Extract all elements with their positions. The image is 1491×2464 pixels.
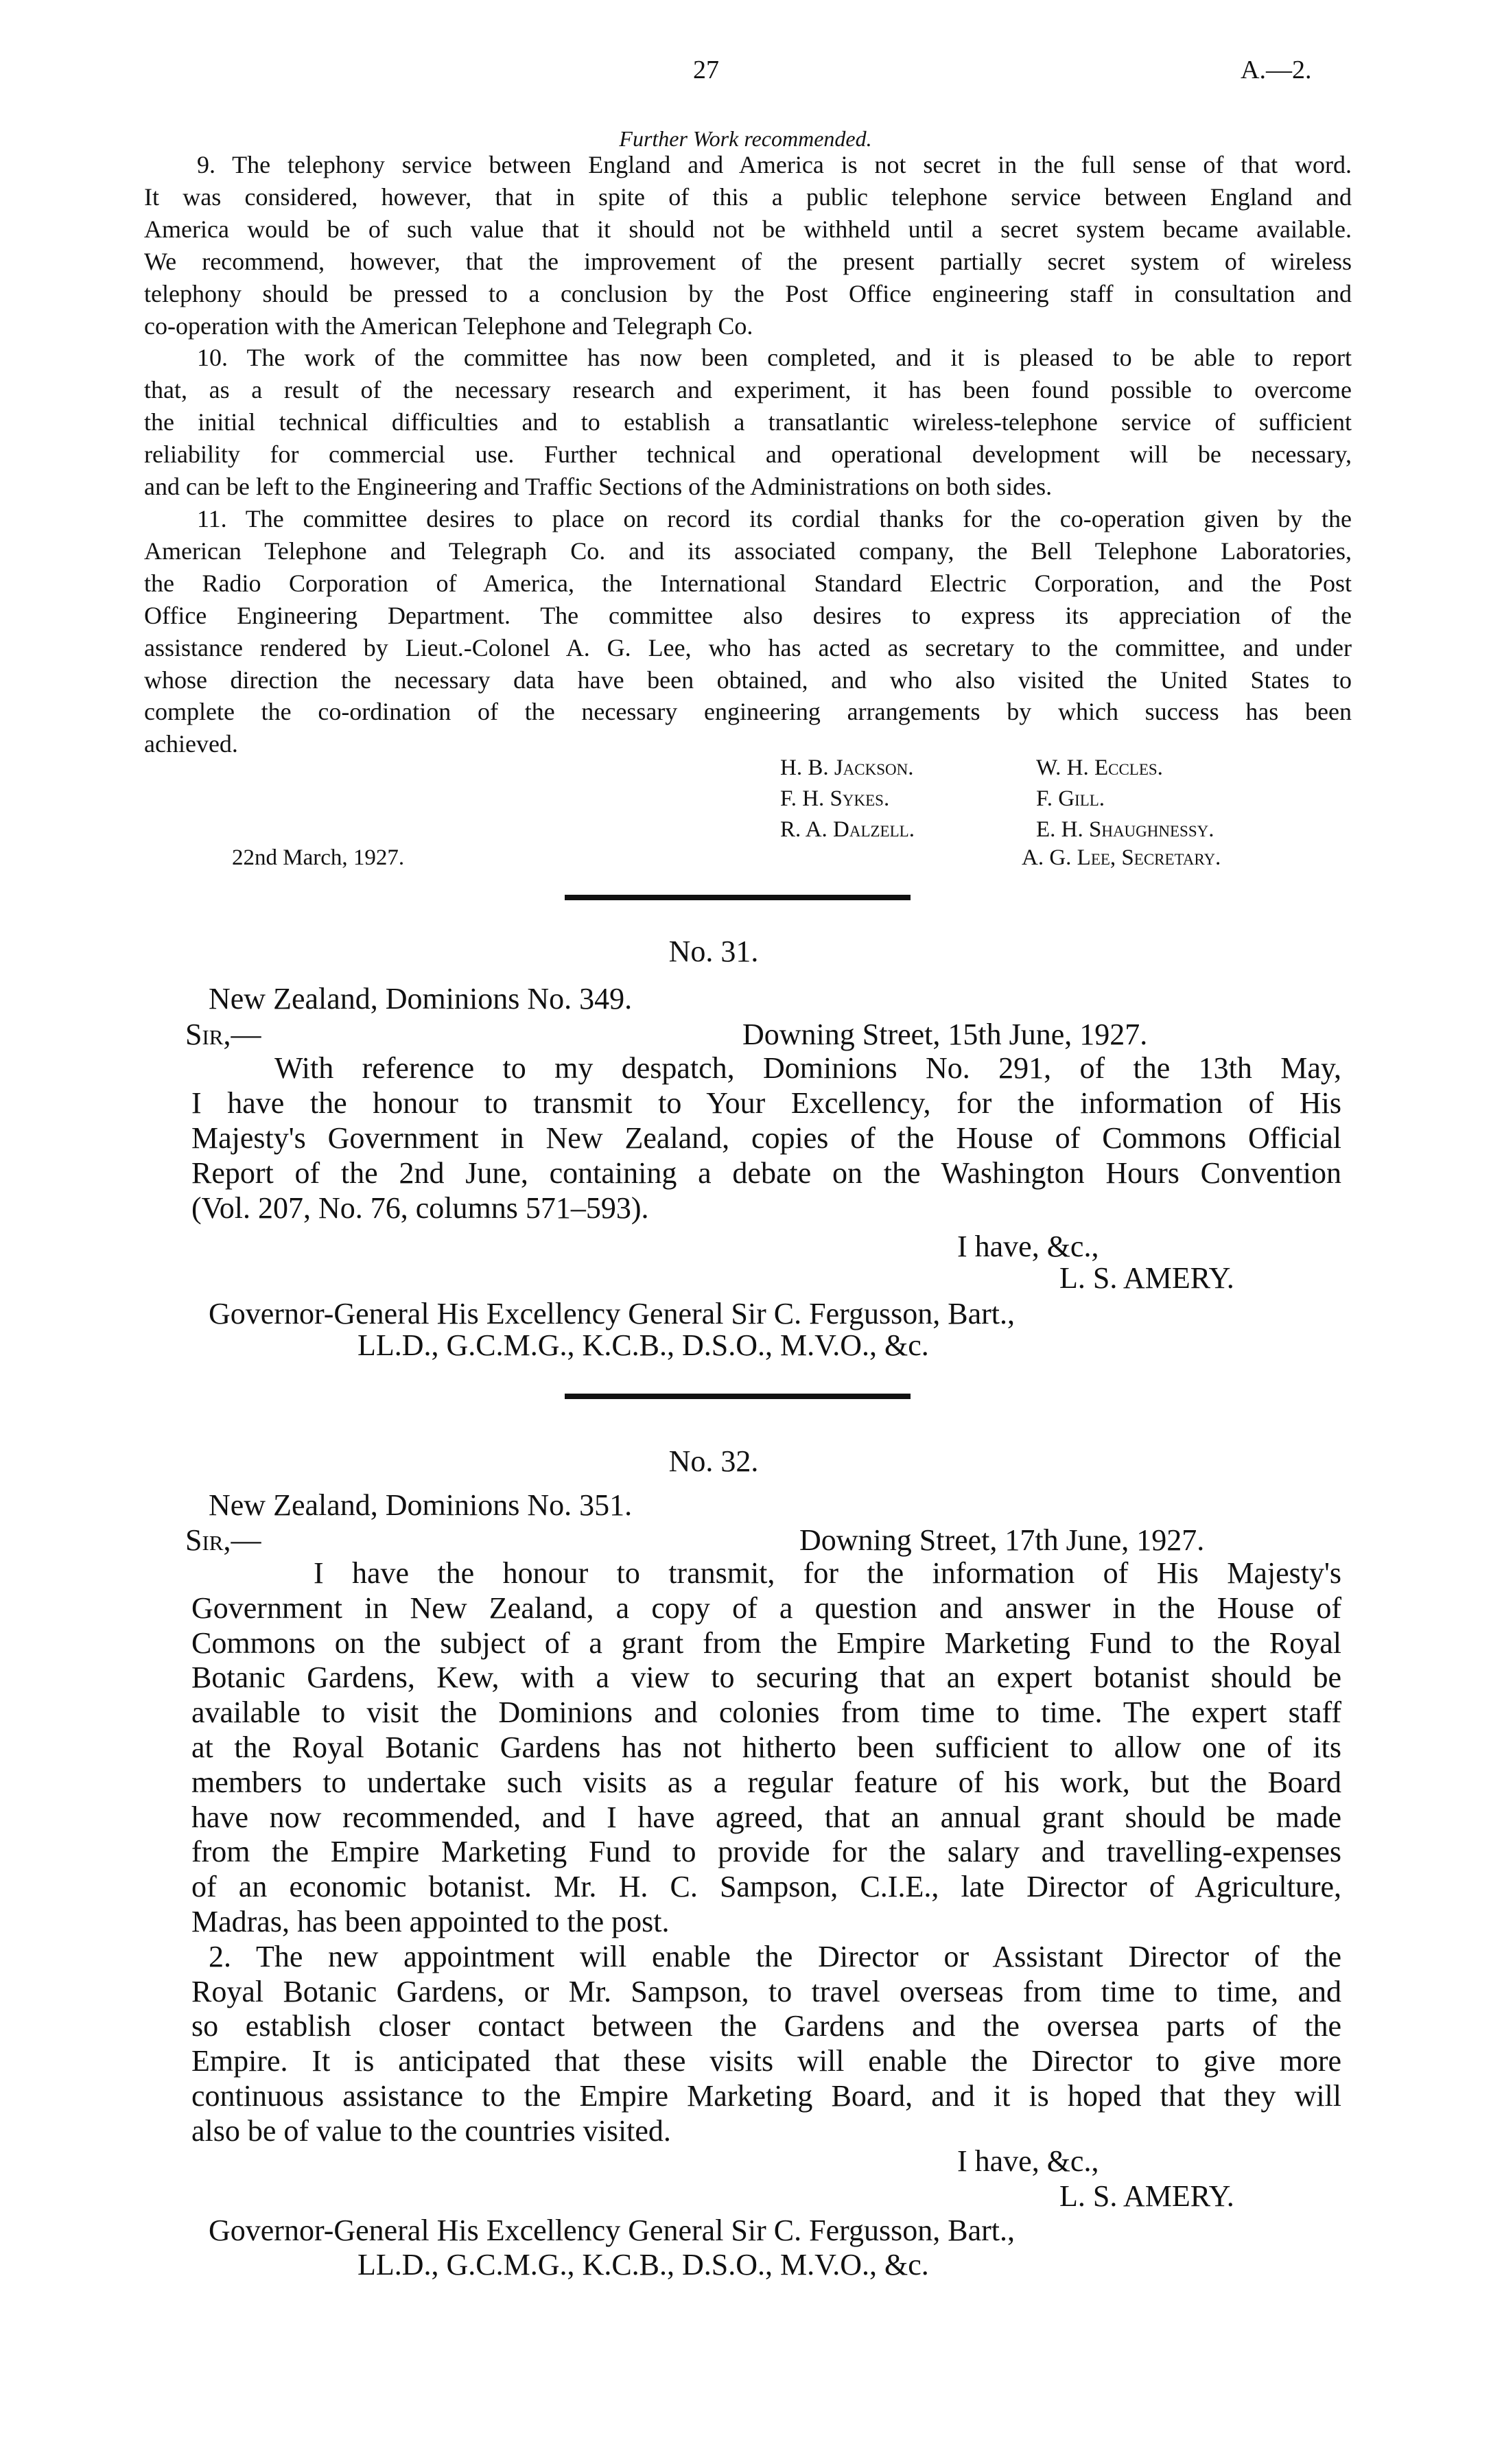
text-line: 11. The committee desires to place on record its cordial thanks for the co-operation given by the	[197, 504, 1352, 532]
text-line: whose direction the necessary data have been obtained, and who also visited the United States to	[144, 666, 1352, 694]
text-line: telephony should be pressed to a conclusion by the Post Office engineering staff in consultation and	[144, 279, 1352, 307]
signatory: E. H. Shaughnessy.	[1036, 817, 1214, 842]
text-line: I have the honour to transmit to Your Excellency, for the information of His	[191, 1086, 1341, 1120]
despatch-number: No. 32.	[668, 1444, 759, 1478]
text-line: Madras, has been appointed to the post.	[191, 1904, 670, 1938]
despatch-body	[191, 1556, 1341, 2149]
address-date: Downing Street, 17th June, 1927.	[799, 1523, 1205, 1557]
salutation: Sir,—	[185, 1018, 261, 1051]
text-line: and can be left to the Engineering and Traffic Sections of the Administrations on both sides.	[144, 473, 1053, 501]
text-line: at the Royal Botanic Gardens has not hitherto been sufficient to allow one of its	[191, 1730, 1341, 1764]
text-line: America would be of such value that it should not be withheld until a secret system became available.	[144, 215, 1352, 243]
salutation: Sir,—	[185, 1523, 261, 1557]
text-line: members to undertake such visits as a regular feature of his work, but the Board	[191, 1765, 1341, 1799]
text-line: With reference to my despatch, Dominions No. 291, of the 13th May,	[274, 1051, 1341, 1085]
paragraph-9	[144, 149, 1352, 342]
despatch-reference: New Zealand, Dominions No. 349.	[209, 982, 633, 1016]
report-body	[144, 149, 1352, 760]
signatory: R. A. Dalzell.	[780, 817, 915, 842]
closing: I have, &c.,	[957, 1230, 1099, 1263]
text-line: Report of the 2nd June, containing a debate on the Washington Hours Convention	[191, 1156, 1341, 1190]
signatory: F. H. Sykes.	[780, 786, 890, 811]
text-line: available to visit the Dominions and colonies from time to time. The expert staff	[191, 1696, 1341, 1730]
section-heading: Further Work recommended.	[619, 126, 872, 151]
text-line: Government in New Zealand, a copy of a question and answer in the House of	[191, 1591, 1341, 1625]
paragraph-2	[191, 1940, 1341, 2149]
text-line: from the Empire Marketing Fund to provide for the salary and travelling-expenses	[191, 1835, 1341, 1869]
signatories-left	[780, 753, 915, 845]
text-line: of an economic botanist. Mr. H. C. Sampson, C.I.E., late Director of Agriculture,	[191, 1870, 1341, 1904]
section-divider	[565, 1394, 911, 1399]
text-line: Commons on the subject of a grant from the Empire Marketing Fund to the Royal	[191, 1626, 1341, 1660]
text-line: American Telephone and Telegraph Co. and its associated company, the Bell Telephone Laboratories,	[144, 537, 1352, 565]
text-line: reliability for commercial use. Further technical and operational development will be necessary,	[144, 441, 1352, 469]
text-line: Empire. It is anticipated that these visits will enable the Director to give more	[191, 2044, 1341, 2078]
text-line: We recommend, however, that the improvement of the present partially secret system of wireless	[144, 247, 1352, 275]
text-line: that, as a result of the necessary research and experiment, it has been found possible to overcome	[144, 376, 1352, 404]
report-date: 22nd March, 1927.	[232, 845, 405, 870]
addressee-line-2: LL.D., G.C.M.G., K.C.B., D.S.O., M.V.O., &c.	[357, 1328, 929, 1362]
signatories-right	[1036, 753, 1214, 845]
text-line: 10. The work of the committee has now been completed, and it is pleased to be able to report	[197, 344, 1352, 372]
text-line: achieved.	[144, 730, 238, 758]
text-line: assistance rendered by Lieut.-Colonel A. G. Lee, who has acted as secretary to the committee, and under	[144, 633, 1352, 661]
addressee-line-2: LL.D., G.C.M.G., K.C.B., D.S.O., M.V.O., &c.	[357, 2248, 929, 2281]
addressee-line-1: Governor-General His Excellency General Sir C. Fergusson, Bart.,	[209, 1297, 1015, 1330]
text-line: co-operation with the American Telephone and Telegraph Co.	[144, 312, 753, 340]
signature: L. S. AMERY.	[1059, 2179, 1234, 2213]
despatch-reference: New Zealand, Dominions No. 351.	[209, 1488, 633, 1522]
closing: I have, &c.,	[957, 2144, 1099, 2178]
text-line: the Radio Corporation of America, the International Standard Electric Corporation, and the Post	[144, 569, 1352, 597]
paragraph-1	[191, 1556, 1341, 1940]
text-line: I have the honour to transmit, for the information of His Majesty's	[314, 1556, 1341, 1590]
text-line: so establish closer contact between the Gardens and the oversea parts of the	[191, 2009, 1341, 2043]
signatory: W. H. Eccles.	[1036, 755, 1163, 780]
paragraph-10	[144, 342, 1352, 503]
text-line: It was considered, however, that in spite of this a public telephone service between England and	[144, 183, 1352, 211]
text-line: also be of value to the countries visited.	[191, 2113, 671, 2148]
signature: L. S. AMERY.	[1059, 1261, 1234, 1295]
secretary-signature: A. G. Lee, Secretary.	[1022, 845, 1221, 870]
addressee-line-1: Governor-General His Excellency General Sir C. Fergusson, Bart.,	[209, 2214, 1015, 2247]
page-number: 27	[693, 56, 719, 84]
text-line: 2. The new appointment will enable the Director or Assistant Director of the	[209, 1939, 1341, 1973]
document-code: A.—2.	[1241, 56, 1312, 84]
text-line: continuous assistance to the Empire Marketing Board, and it is hoped that they will	[191, 2078, 1341, 2113]
text-line: the initial technical difficulties and to establish a transatlantic wireless-telephone service of sufficient	[144, 408, 1352, 436]
text-line: Royal Botanic Gardens, or Mr. Sampson, to travel overseas from time to time, and	[191, 1974, 1341, 2008]
despatch-body	[191, 1051, 1341, 1225]
section-divider	[565, 895, 911, 900]
despatch-number: No. 31.	[668, 935, 759, 968]
text-line: complete the co-ordination of the necessary engineering arrangements by which success has been	[144, 698, 1352, 726]
text-line: Majesty's Government in New Zealand, copies of the House of Commons Official	[191, 1121, 1341, 1155]
address-date: Downing Street, 15th June, 1927.	[742, 1018, 1148, 1051]
text-line: (Vol. 207, No. 76, columns 571–593).	[191, 1191, 649, 1225]
signatory: H. B. Jackson.	[780, 755, 914, 780]
text-line: Office Engineering Department. The committee also desires to express its appreciation of the	[144, 601, 1352, 629]
text-line: 9. The telephony service between England and America is not secret in the full sense of that word.	[197, 151, 1352, 178]
paragraph-1	[191, 1051, 1341, 1225]
text-line: have now recommended, and I have agreed, that an annual grant should be made	[191, 1800, 1341, 1834]
text-line: Botanic Gardens, Kew, with a view to securing that an expert botanist should be	[191, 1661, 1341, 1695]
signatory: F. Gill.	[1036, 786, 1105, 811]
paragraph-11	[144, 503, 1352, 760]
